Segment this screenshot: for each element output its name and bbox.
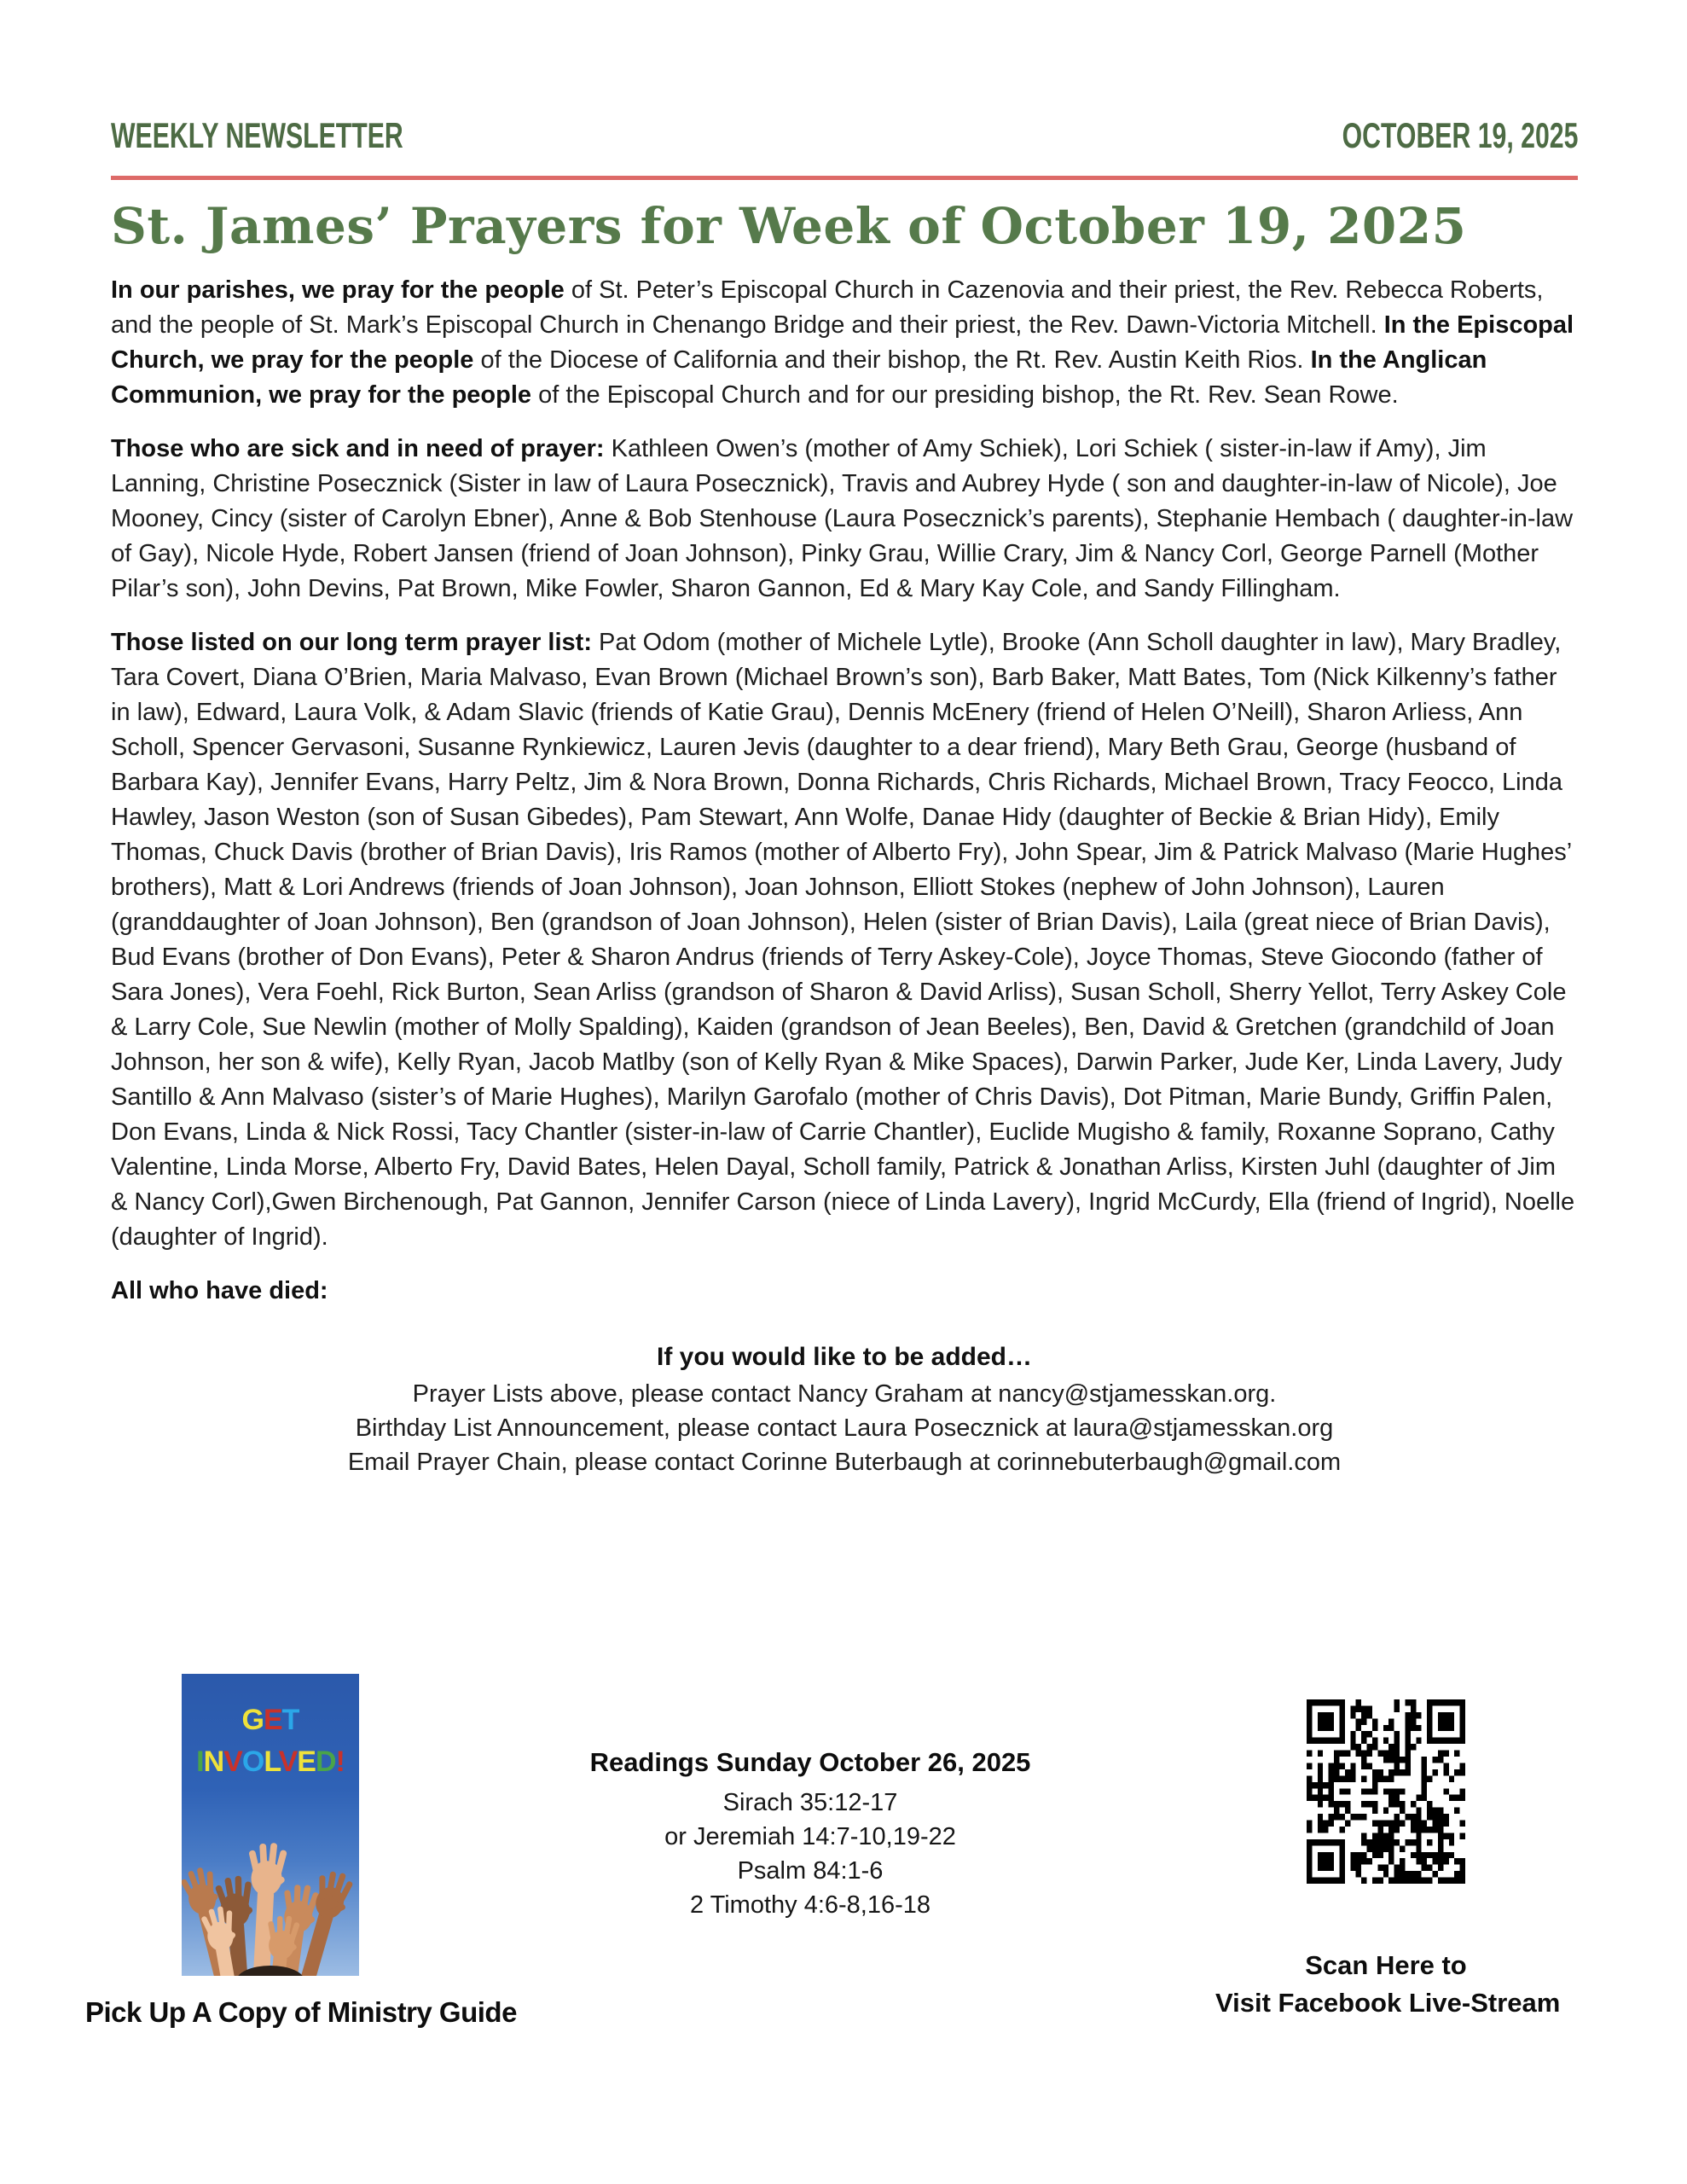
get-involved-text <box>182 1674 359 1784</box>
added-heading: If you would like to be added… <box>656 1342 1033 1371</box>
raised-hands-illustration <box>182 1814 359 1976</box>
get-involved-line1: GET <box>241 1704 299 1736</box>
added-contact-lines: Prayer Lists above, please contact Nancy Graham at nancy@stjamesskan.org. Birthday List Announcement, please contact Laura Posecznick at laura@stjamesskan.org Email Prayer Chain, please contact Corinne Buterbaugh at corinnebuterbaugh@gmail.com <box>347 1380 1342 1476</box>
masthead <box>111 115 1578 155</box>
paragraph-sick: Those who are sick and in need of prayer: Kathleen Owen’s (mother of Amy Schiek), Lori Schiek ( sister-in-law if Amy), Jim Lanning, Christine Posecznick (Sister in law of Laura Posecznick), Travis and Aubrey Hyde ( son and daughter-in-law of Nicole), Joe Mooney, Cincy (sister of Carolyn Ebner), Anne & Bob Stenhouse (Laura Posecznick’s parents), Stephanie Hembach ( daughter-in-law of Gay), Nicole Hyde, Robert Jansen (friend of Joan Johnson), Pinky Grau, Willie Crary, Jim & Nancy Corl, George Parnell (Mother Pilar’s son), John Devins, Pat Brown, Mike Fowler, Sharon Gannon, Ed & Mary Kay Cole, and Sandy Fillingham. <box>111 434 1574 602</box>
paragraph-parishes: In our parishes, we pray for the people of St. Peter’s Episcopal Church in Cazenovia and their priest, the Rev. Rebecca Roberts, and the people of St. Mark’s Episcopal Church in Chenango Bridge and their priest, the Rev. Dawn-Victoria Mitchell. In the Episcopal Church, we pray for the people of the Diocese of California and their bishop, the Rt. Rev. Austin Keith Rios. In the Anglican Communion, we pray for the people of the Episcopal Church and for our presiding bishop, the Rt. Rev. Sean Rowe. <box>111 276 1574 409</box>
qr-caption-line2: Visit Facebook Live-Stream <box>1215 1988 1561 2018</box>
facebook-livestream-qr-code <box>1307 1699 1465 1884</box>
page-title: St. James’ Prayers for Week of October 19, 2025 <box>111 197 1467 255</box>
masthead-date-label: OCTOBER 19, 2025 <box>1342 115 1578 155</box>
paragraph-longterm: Those listed on our long term prayer list: Pat Odom (mother of Michele Lytle), Brooke (Ann Scholl daughter in law), Mary Bradley, Tara Covert, Diana O’Brien, Maria Malvaso, Evan Brown (Michael Brown’s son), Barb Baker, Matt Bates, Tom (Nick Kilkenny’s father in law), Edward, Laura Volk, & Adam Slavic (friends of Katie Grau), Dennis McEnery (friend of Helen O’Neill), Sharon Arliess, Ann Scholl, Spencer Gervasoni, Susanne Rynkiewicz, Lauren Jevis (daughter to a dear friend), Mary Beth Grau, George (husband of Barbara Kay), Jennifer Evans, Harry Peltz, Jim & Nora Brown, Donna Richards, Chris Richards, Michael Brown, Tracy Feocco, Linda Hawley, Jason Weston (son of Susan Gibedes), Pam Stewart, Ann Wolfe, Danae Hidy (daughter of Beckie & Brian Hidy), Emily Thomas, Chuck Davis (brother of Brian Davis), Iris Ramos (mother of Alberto Fry), John Spear, Jim & Patrick Malvaso (Marie Hughes’ brothers), Matt & Lori Andrews (friends of Joan Johnson), Joan Johnson, Elliott Stokes (nephew of John Johnson), Lauren (granddaughter of Joan Johnson), Ben (grandson of Joan Johnson), Helen (sister of Brian Davis), Laila (great niece of Brian Davis), Bud Evans (brother of Don Evans), Peter & Sharon Andrus (friends of Terry Askey-Cole), Joyce Thomas, Steve Giocondo (father of Sara Jones), Vera Foehl, Rick Burton, Sean Arliss (grandson of Sharon & David Arliss), Susan Scholl, Sherry Yellot, Terry Askey Cole & Larry Cole, Sue Newlin (mother of Molly Spalding), Kaiden (grandson of Jean Beeles), Ben, David & Gretchen (grandchild of Joan Johnson, her son & wife), Kelly Ryan, Jacob Matlby (son of Kelly Ryan & Mike Spaces), Darwin Parker, Jude Ker, Linda Lavery, Judy Santillo & Ann Malvaso (sister’s of Marie Hughes), Marilyn Garofalo (mother of Chris Davis), Dot Pitman, Marie Bundy, Griffin Palen, Don Evans, Linda & Nick Rossi, Tacy Chantler (sister-in-law of Carrie Chantler), Euclide Mugisho & family, Roxanne Soprano, Cathy Valentine, Linda Morse, Alberto Fry, David Bates, Helen Dayal, Scholl family, Patrick & Jonathan Arliss, Kirsten Juhl (daughter of Jim & Nancy Corl),Gwen Birchenough, Pat Gannon, Jennifer Carson (niece of Linda Lavery), Ingrid McCurdy, Ella (friend of Ingrid), Noelle (daughter of Ingrid). <box>111 628 1575 1251</box>
get-involved-poster-image <box>182 1674 359 1976</box>
get-involved-line2: INVOLVED! <box>196 1745 345 1779</box>
added-section <box>111 1343 1578 1479</box>
ministry-guide-caption: Pick Up A Copy of Ministry Guide <box>85 1996 517 2028</box>
paragraph-all-who-have-died: All who have died: <box>111 1276 328 1304</box>
body-copy <box>111 273 1578 1309</box>
readings-title: Readings Sunday October 26, 2025 <box>589 1747 1031 1777</box>
qr-caption <box>1215 1947 1561 2022</box>
readings-section <box>512 1747 1109 1922</box>
masthead-left-label: WEEKLY NEWSLETTER <box>111 115 403 155</box>
readings-list: Sirach 35:12-17 or Jeremiah 14:7-10,19-22 Psalm 84:1-6 2 Timothy 4:6-8,16-18 <box>664 1789 956 1919</box>
qr-caption-line1: Scan Here to <box>1305 1950 1467 1980</box>
masthead-rule <box>111 176 1578 180</box>
